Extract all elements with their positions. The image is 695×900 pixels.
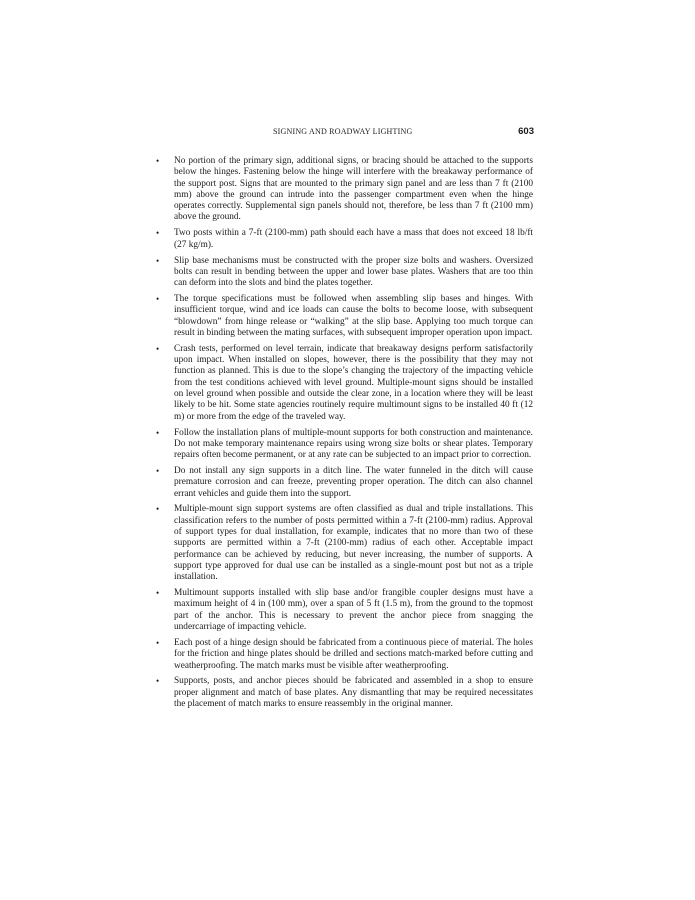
list-item-text: Do not install any sign supports in a ditch line. The water funneled in the ditch will cause premature corrosion and can freeze, preventing proper operation. The ditch can also channel errant vehicles and guide them into the support. <box>174 465 533 499</box>
list-item <box>156 466 533 500</box>
list-item <box>156 428 533 462</box>
running-title: SIGNING AND ROADWAY LIGHTING <box>273 127 413 136</box>
bullet-icon: • <box>156 343 160 354</box>
bullet-icon: • <box>156 637 160 648</box>
list-item <box>156 256 533 290</box>
list-item-text: Slip base mechanisms must be constructed with the proper size bolts and washers. Oversized bolts can result in bending between the upper and lower base plates. Washers that are too thin can deform into the slots and bind the plates together. <box>174 255 533 289</box>
bullet-icon: • <box>156 504 160 515</box>
list-item-text: The torque specifications must be followed when assembling slip bases and hinges. With insufficient torque, wind and ice loads can cause the bolts to become loose, with subsequent “blowdown” from hinge release or “walking” at the slip base. Applying too much torque can result in binding between the mating surfaces, with subsequent improper operation upon impact. <box>174 294 533 338</box>
list-item <box>156 228 533 251</box>
list-item-text: Each post of a hinge design should be fabricated from a continuous piece of material. The holes for the friction and hinge plates should be drilled and sections match-marked before cutting and weatherproofing. The match marks must be visible after weatherproofing. <box>174 637 533 671</box>
list-item <box>156 504 533 583</box>
list-item <box>156 638 533 672</box>
list-item-text: No portion of the primary sign, additional signs, or bracing should be attached to the supports below the hinges. Fastening below the hinge will interfere with the breakaway performance of the support post. Signs that are mounted to the primary sign panel and are less than 7 ft (2100 mm) above the ground can intrude into the passenger compartment even when the hinge operates correctly. Supplemental sign panels should not, therefore, be less than 7 ft (2100 mm) above the ground. <box>174 156 533 223</box>
list-item-text: Supports, posts, and anchor pieces should be fabricated and assembled in a shop to ensure proper alignment and match of base plates. Any dismantling that may be required necessitates the placement of match marks to ensure reassembly in the original manner. <box>174 676 533 709</box>
list-item <box>156 588 533 633</box>
bullet-icon: • <box>156 676 160 687</box>
page-number: 603 <box>518 126 534 137</box>
list-item <box>156 676 533 710</box>
bullet-icon: • <box>156 156 160 166</box>
list-item-text: Crash tests, performed on level terrain, indicate that breakaway designs perform satisfactorily upon impact. When installed on slopes, however, there is the possibility that they may not function as planned. This is due to the slope’s changing the trajectory of the impacting vehicle from the test conditions achieved with level ground. Multiple-mount signs should be installed on level ground when possible and outside the clear zone, in a location where they will be least likely to be hit. Some state agencies routinely require multimount signs to be installed 40 ft (12 m) or more from the edge of the traveled way. <box>174 343 533 422</box>
list-item <box>156 294 533 339</box>
list-item-text: Multiple-mount sign support systems are often classified as dual and triple installations. This classification refers to the number of posts permitted within a 7-ft (2100-mm) radius. Approval of support types for dual installation, for example, indicates that no more than two of these supports are permitted within a 7-ft (2100-mm) radius of each other. Acceptable impact performance can be achieved by reducing, but never increasing, the number of supports. A support type approved for dual use can be installed as a single-mount post but not as a triple installation. <box>174 504 533 583</box>
list-item-text: Follow the installation plans of multiple-mount supports for both construction and maintenance. Do not make temporary maintenance repairs using wrong size bolts or shear plates. Temporary repairs often become permanent, or at any rate can be subjected to an impact prior to correction. <box>174 427 533 461</box>
bullet-icon: • <box>156 588 160 599</box>
running-head <box>150 127 534 139</box>
bullet-icon: • <box>156 228 160 239</box>
bullet-icon: • <box>156 465 160 476</box>
bullet-icon: • <box>156 294 160 305</box>
bullet-icon: • <box>156 427 160 438</box>
list-item <box>156 344 533 423</box>
list-item-text: Multimount supports installed with slip base and/or frangible coupler designs must have a maximum height of 4 in (100 mm), over a span of 5 ft (1.5 m), from the ground to the topmost part of the anchor. This is necessary to prevent the anchor piece from snagging the undercarriage of impacting vehicle. <box>174 588 533 633</box>
bullet-icon: • <box>156 255 160 266</box>
list-item <box>156 156 533 224</box>
bullet-list <box>156 156 533 715</box>
list-item-text: Two posts within a 7-ft (2100-mm) path should each have a mass that does not exceed 18 lb/ft (27 kg/m). <box>174 228 533 250</box>
